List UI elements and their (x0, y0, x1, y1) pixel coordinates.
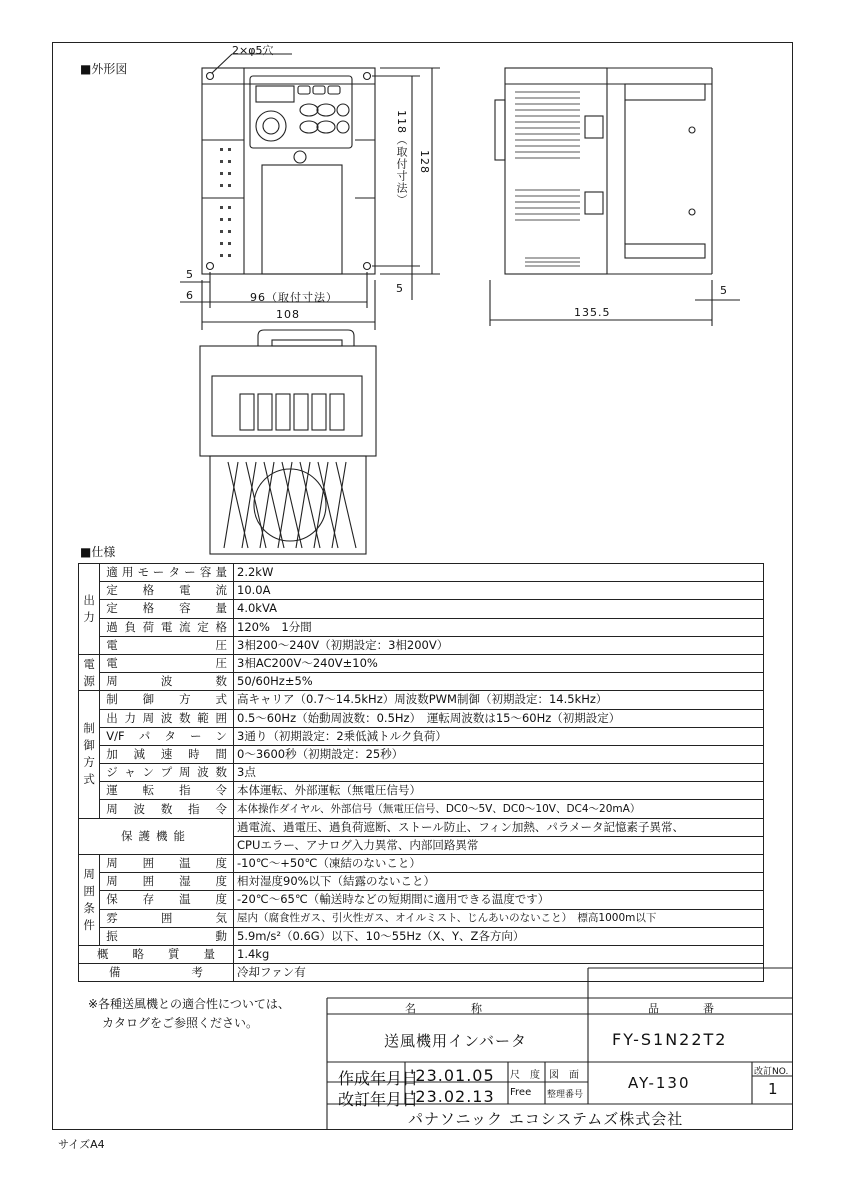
spec-value: 10.0A (234, 582, 764, 600)
spec-item: 周波数 (100, 673, 234, 691)
compat-note-1: ※各種送風機との適合性については、 (88, 997, 290, 1011)
spec-item-protection: 保護機能 (79, 818, 234, 854)
spec-value: 本体操作ダイヤル、外部信号（無電圧信号、DC0～5V、DC0～10V、DC4～20mA） (234, 800, 764, 818)
spec-value: 5.9m/s²（0.6G）以下、10～55Hz（X、Y、Z各方向） (234, 927, 764, 945)
drawing-number: AY-130 (628, 1074, 691, 1092)
cat-output: 出力 (79, 564, 100, 655)
spec-item: V/Fパターン (100, 727, 234, 745)
spec-item: 制御方式 (100, 691, 234, 709)
compat-note-2: カタログをご参照ください。 (102, 1016, 259, 1030)
spec-item: 加減速時間 (100, 745, 234, 763)
spec-value: 0～3600秒（初期設定：25秒） (234, 745, 764, 763)
rev-label: 改訂NO. (754, 1067, 789, 1077)
rev-number: 1 (768, 1080, 778, 1098)
dim-108: 108 (276, 308, 300, 321)
created-date: '23.01.05 (410, 1066, 495, 1085)
dim-118: 118（取付寸法） (395, 110, 408, 206)
spec-item: 概略質量 (79, 945, 234, 963)
spec-value: 120% 1分間 (234, 618, 764, 636)
dim-128: 128 (418, 150, 431, 174)
spec-value: 50/60Hz±5% (234, 673, 764, 691)
spec-item: 過負荷電流定格 (100, 618, 234, 636)
spec-value: 3相200～240V（初期設定：3相200V） (234, 636, 764, 654)
spec-item: 周波数指令 (100, 800, 234, 818)
spec-item: 振動 (100, 927, 234, 945)
outline-heading: ■外形図 (80, 62, 128, 76)
revised-label: 改訂年月日 (338, 1090, 419, 1109)
spec-item: 備考 (79, 964, 234, 982)
spec-value: CPUエラー、アナログ入力異常、内部回路異常 (234, 836, 764, 854)
revised-date: '23.02.13 (410, 1087, 495, 1106)
drawing-label: 図 面 (549, 1070, 579, 1081)
spec-value: 3相AC200V～240V±10% (234, 654, 764, 672)
spec-item: 電圧 (100, 636, 234, 654)
spec-item: 雰囲気 (100, 909, 234, 927)
cat-control: 制御方式 (79, 691, 100, 818)
spec-item: 周囲湿度 (100, 873, 234, 891)
spec-value: 過電流、過電圧、過負荷遮断、ストール防止、フィン加熱、パラメータ記憶素子異常、 (234, 818, 764, 836)
ref-label: 整理番号 (547, 1090, 584, 1100)
part-number: FY-S1N22T2 (612, 1030, 728, 1049)
spec-item: 定格電流 (100, 582, 234, 600)
spec-heading: ■仕様 (80, 545, 116, 559)
hole-note: 2×φ5穴 (232, 44, 274, 57)
created-label: 作成年月日 (338, 1069, 419, 1088)
scale-label: 尺 度 (510, 1070, 540, 1081)
spec-value: 4.0kVA (234, 600, 764, 618)
spec-item: 定格容量 (100, 600, 234, 618)
spec-value: 3通り（初期設定：2乗低減トルク負荷） (234, 727, 764, 745)
spec-value: 本体運転、外部運転（無電圧信号） (234, 782, 764, 800)
dim-5-bottom: 5 (396, 282, 404, 295)
spec-value: -10℃～+50℃（凍結のないこと） (234, 855, 764, 873)
dim-5-right: 5 (720, 284, 728, 297)
spec-value: 冷却ファン有 (234, 964, 764, 982)
spec-value: 屋内（腐食性ガス、引火性ガス、オイルミスト、じんあいのないこと） 標高1000m以下 (234, 909, 764, 927)
spec-value: 0.5～60Hz（始動周波数：0.5Hz） 運転周波数は15～60Hz（初期設定） (234, 709, 764, 727)
dim-5-left: 5 (186, 268, 194, 281)
spec-value: 3点 (234, 764, 764, 782)
dim-96: 96（取付寸法） (250, 291, 338, 304)
part-header: 品 番 (648, 1002, 714, 1015)
spec-item: 適用モーター容量 (100, 564, 234, 582)
spec-value: -20℃～65℃（輸送時などの短期間に適用できる温度です） (234, 891, 764, 909)
dim-135-5: 135.5 (574, 306, 611, 319)
spec-item: 保存温度 (100, 891, 234, 909)
spec-value: 高キャリア（0.7～14.5kHz）周波数PWM制御（初期設定：14.5kHz） (234, 691, 764, 709)
spec-value: 1.4kg (234, 945, 764, 963)
product-name: 送風機用インバータ (384, 1032, 527, 1050)
spec-item: ジャンプ周波数 (100, 764, 234, 782)
size-note: サイズA4 (58, 1138, 105, 1151)
scale-value: Free (510, 1087, 532, 1098)
spec-item: 周囲温度 (100, 855, 234, 873)
spec-item: 運転指令 (100, 782, 234, 800)
spec-item: 出力周波数範囲 (100, 709, 234, 727)
company-name: パナソニック エコシステムズ株式会社 (408, 1110, 684, 1128)
dim-6: 6 (186, 289, 194, 302)
cat-power: 電源 (79, 654, 100, 690)
spec-value: 2.2kW (234, 564, 764, 582)
cat-environment: 周囲条件 (79, 855, 100, 946)
spec-value: 相対湿度90%以下（結露のないこと） (234, 873, 764, 891)
name-header: 名 称 (405, 1002, 482, 1015)
spec-item: 電圧 (100, 654, 234, 672)
